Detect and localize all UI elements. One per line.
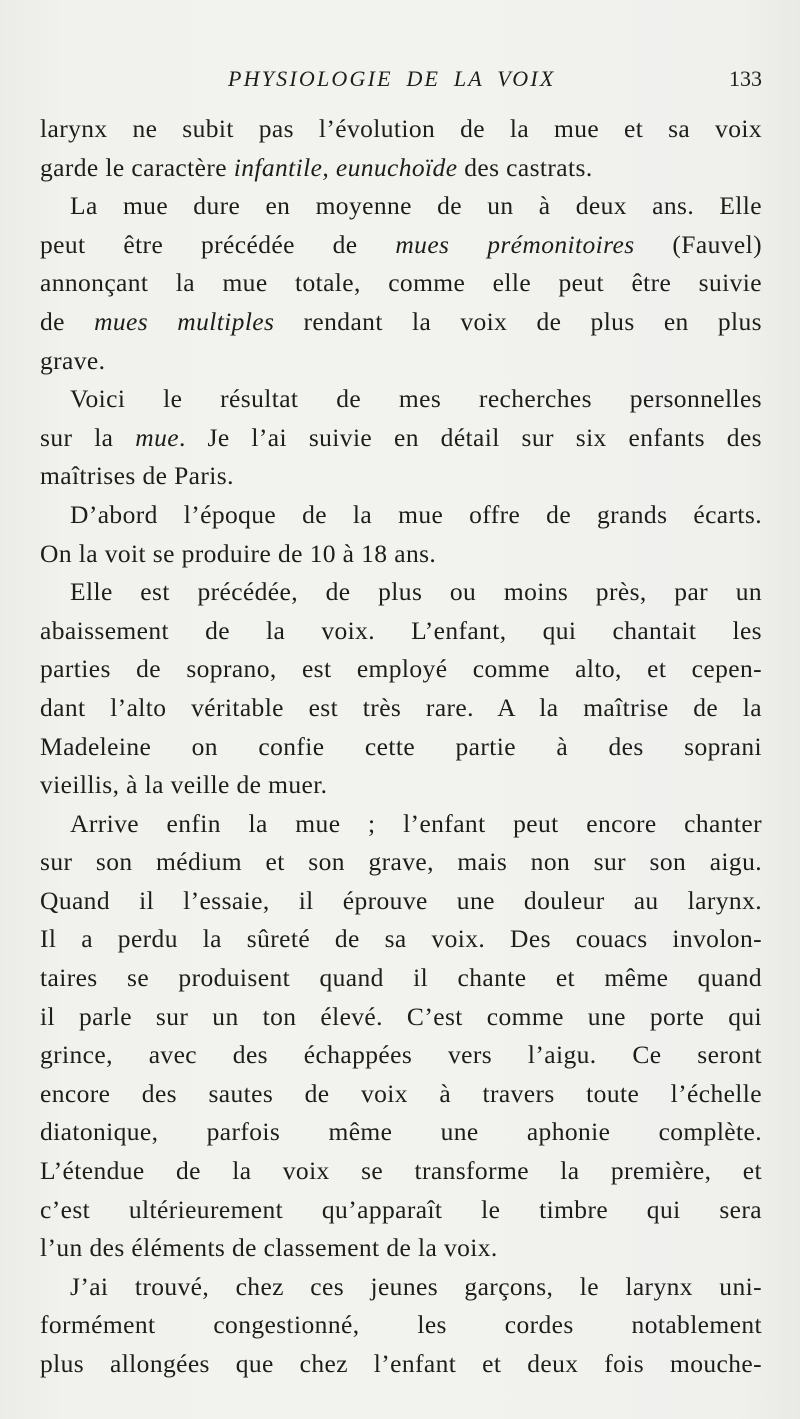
italic-text: mues multiples xyxy=(94,306,275,336)
text-span: encore des sautes de voix à travers toute l’échelle xyxy=(40,1078,762,1108)
text-line xyxy=(40,1345,762,1384)
text-line xyxy=(40,1229,762,1268)
text-span: des castrats. xyxy=(457,152,593,182)
text-line xyxy=(40,689,762,728)
text-span: vieillis, à la veille de muer. xyxy=(40,770,328,800)
text-line xyxy=(40,1152,762,1191)
text-span: formément congestionné, les cordes notablement xyxy=(40,1310,762,1340)
text-line xyxy=(40,419,762,458)
text-line xyxy=(40,110,762,149)
text-line xyxy=(40,573,762,612)
text-span: grince, avec des échappées vers l’aigu. Ce seront xyxy=(40,1040,762,1070)
text-line xyxy=(40,843,762,882)
text-span: Elle est précédée, de plus ou moins près, par un xyxy=(70,577,762,607)
text-span: diatonique, parfois même une aphonie complète. xyxy=(40,1117,762,1147)
text-line xyxy=(40,920,762,959)
text-span: La mue dure en moyenne de un à deux ans. Elle xyxy=(70,191,762,221)
text-span: l’un des éléments de classement de la voix. xyxy=(40,1233,498,1263)
text-span: de xyxy=(40,306,95,336)
text-line xyxy=(40,882,762,921)
text-line xyxy=(40,187,762,226)
text-span: Voici le résultat de mes recherches personnelles xyxy=(70,384,762,414)
text-span: J’ai trouvé, chez ces jeunes garçons, le larynx uni- xyxy=(70,1271,762,1301)
text-line xyxy=(40,766,762,805)
text-line xyxy=(40,1191,762,1230)
text-span: sur la xyxy=(40,422,136,452)
text-line xyxy=(40,1268,762,1307)
text-span: abaissement de la voix. L’enfant, qui chantait les xyxy=(40,615,762,645)
text-line xyxy=(40,1306,762,1345)
text-line xyxy=(40,496,762,535)
text-span: D’abord l’époque de la mue offre de grands écarts. xyxy=(70,499,762,529)
text-line xyxy=(40,1113,762,1152)
page-number: 133 xyxy=(729,66,762,91)
body-text xyxy=(40,110,762,1384)
text-line xyxy=(40,1036,762,1075)
text-span: Il a perdu la sûreté de sa voix. Des couacs involon- xyxy=(40,924,762,954)
text-line xyxy=(40,303,762,342)
running-title: PHYSIOLOGIE DE LA VOIX xyxy=(228,66,556,91)
text-span: L’étendue de la voix se transforme la première, et xyxy=(40,1156,762,1186)
text-line xyxy=(40,650,762,689)
text-line xyxy=(40,380,762,419)
text-span: il parle sur un ton élevé. C’est comme une porte qui xyxy=(40,1001,762,1031)
text-span: rendant la voix de plus en plus xyxy=(274,306,762,336)
text-span: Arrive enfin la mue ; l’enfant peut encore chanter xyxy=(70,808,762,838)
text-line xyxy=(40,457,762,496)
text-line xyxy=(40,998,762,1037)
text-span: On la voit se produire de 10 à 18 ans. xyxy=(40,538,437,568)
italic-text: mue xyxy=(135,422,179,452)
text-line xyxy=(40,149,762,188)
text-span: maîtrises de Paris. xyxy=(40,461,234,491)
text-span: taires se produisent quand il chante et même quand xyxy=(40,963,762,993)
running-head xyxy=(40,66,762,100)
text-span: annonçant la mue totale, comme elle peut être suivie xyxy=(40,268,762,298)
text-span: larynx ne subit pas l’évolution de la mue et sa voix xyxy=(40,114,762,143)
text-span: plus allongées que chez l’enfant et deux fois mouche- xyxy=(40,1349,762,1378)
text-span: c’est ultérieurement qu’apparaît le timbre qui sera xyxy=(40,1194,762,1224)
italic-text: infantile, eunuchoïde xyxy=(233,152,458,182)
text-line xyxy=(40,612,762,651)
text-span: Quand il l’essaie, il éprouve une douleur au larynx. xyxy=(40,885,762,915)
text-line xyxy=(40,805,762,844)
text-line xyxy=(40,226,762,265)
text-span: . Je l’ai suivie en détail sur six enfants des xyxy=(178,422,763,452)
text-line xyxy=(40,1075,762,1114)
text-span: grave. xyxy=(40,345,106,375)
text-line xyxy=(40,728,762,767)
text-span: sur son médium et son grave, mais non sur son aigu. xyxy=(40,847,762,877)
text-line xyxy=(40,535,762,574)
italic-text: mues prémonitoires xyxy=(395,229,635,259)
text-span: dant l’alto véritable est très rare. A la maîtrise de la xyxy=(40,692,762,722)
text-span: garde le caractère xyxy=(40,152,234,182)
text-span: parties de soprano, est employé comme alto, et cepen- xyxy=(40,654,762,684)
text-line xyxy=(40,959,762,998)
text-line xyxy=(40,342,762,381)
text-span: peut être précédée de xyxy=(40,229,396,259)
text-span: Madeleine on confie cette partie à des soprani xyxy=(40,731,762,761)
text-line xyxy=(40,264,762,303)
text-span: (Fauvel) xyxy=(634,229,762,259)
